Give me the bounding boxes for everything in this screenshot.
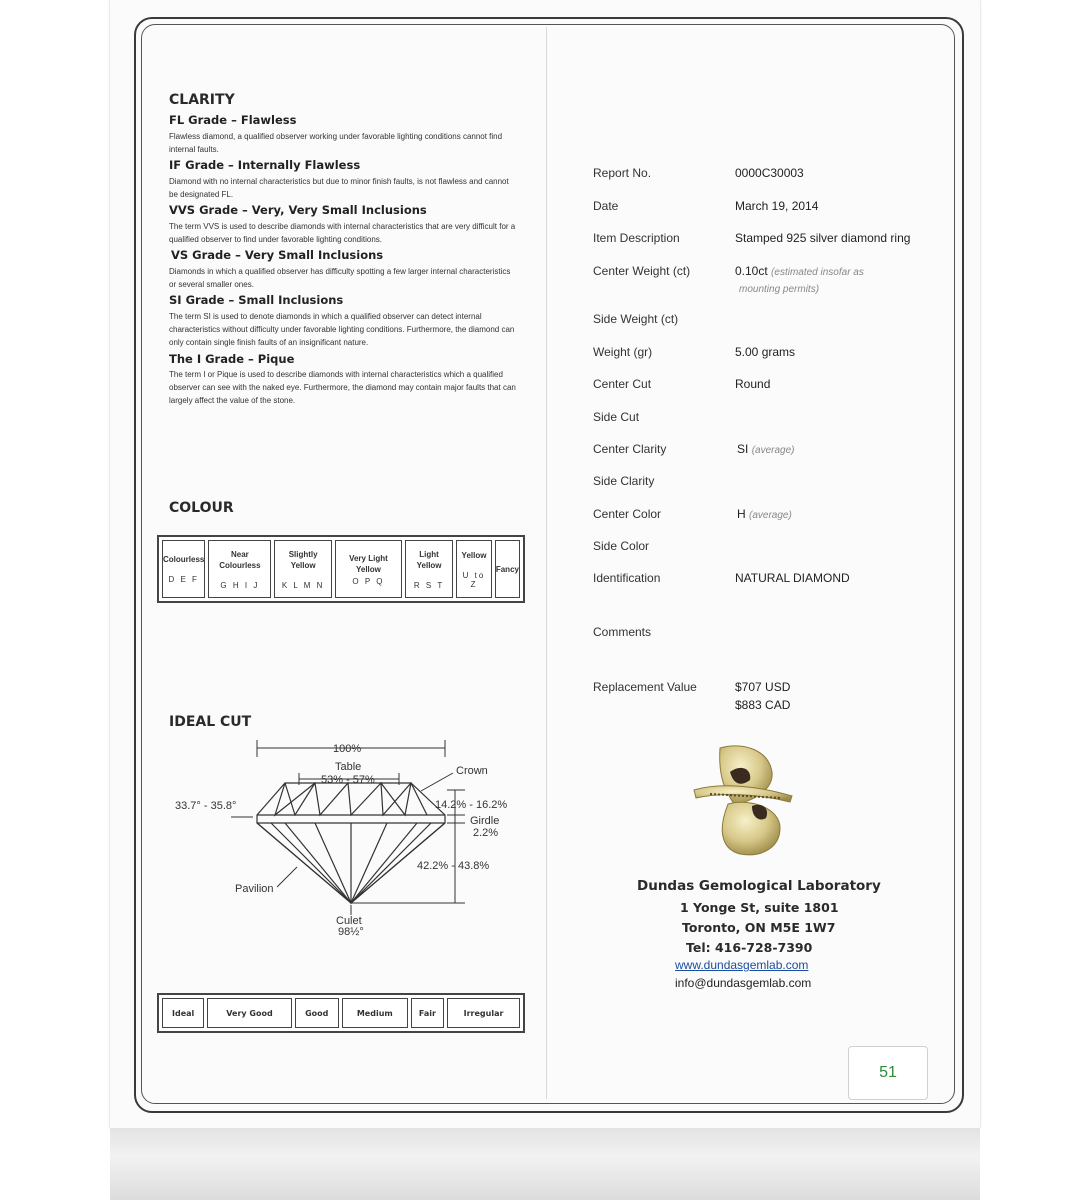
pavilion-depth-label: 42.2% - 43.8% xyxy=(417,860,490,872)
report-row-label: Center Color xyxy=(593,507,662,521)
report-row-label: Side Clarity xyxy=(593,474,655,488)
lab-phone: Tel: 416-728-7390 xyxy=(686,940,813,955)
girdle-label: Girdle xyxy=(470,815,500,827)
colour-cell: Near Colourless G H I J xyxy=(208,540,271,598)
table-range-label: 53% - 57% xyxy=(321,774,375,786)
plastic-sleeve-edge xyxy=(110,1128,980,1200)
clarity-grade-desc: Diamond with no internal characteristics but due to minor finish faults, is not flawless and cannot be designated FL. xyxy=(169,177,509,199)
culet-value: 98½° xyxy=(338,926,364,938)
clarity-grade-title: SI Grade – Small Inclusions xyxy=(169,293,344,307)
table-label: Table xyxy=(335,761,362,773)
report-row-value: Round xyxy=(735,377,771,391)
report-row-value: $707 USD xyxy=(735,680,791,694)
report-row-label: Weight (gr) xyxy=(593,345,653,359)
pavilion-label: Pavilion xyxy=(235,883,274,895)
report-row-value: 5.00 grams xyxy=(735,345,796,359)
lab-email: info@dundasgemlab.com xyxy=(675,976,812,990)
report-row-label: Comments xyxy=(593,625,652,639)
report-row-value: March 19, 2014 xyxy=(735,199,819,213)
clarity-grade-desc: The term I or Pique is used to describe diamonds with internal characteristics which a qualified observer can see with the naked eye. Furthermore, the diamond may contain major faults that can largely affect the value of the stone. xyxy=(169,370,516,405)
report-row-value: Stamped 925 silver diamond ring xyxy=(735,231,911,245)
report-row-label: Side Color xyxy=(593,539,650,553)
width-label: 100% xyxy=(333,743,362,755)
cut-grade-cell: Good xyxy=(295,998,339,1028)
clarity-grade-desc: Diamonds in which a qualified observer has difficulty spotting a few larger internal characteristics or several smaller ones. xyxy=(169,267,511,289)
cut-grade-cell: Irregular xyxy=(447,998,520,1028)
report-row-label: Side Weight (ct) xyxy=(593,312,679,326)
report-row-value: SI (average) xyxy=(737,442,795,456)
clarity-grade-desc: The term SI is used to denote diamonds in which a qualified observer can detect internal characteristics without difficulty under favorable lighting conditions. Furthermore, the diamond can only contain single finish faults of an insignificant nature. xyxy=(169,312,515,347)
page-fold xyxy=(546,27,547,1099)
clarity-grade-title: FL Grade – Flawless xyxy=(169,113,297,127)
clarity-heading: CLARITY xyxy=(169,92,235,108)
ideal-cut-heading: IDEAL CUT xyxy=(169,714,252,730)
clarity-grade-title: VS Grade – Very Small Inclusions xyxy=(171,248,384,262)
report-row-value: 0000C30003 xyxy=(735,166,804,180)
colour-cell: Slightly Yellow K L M N xyxy=(274,540,331,598)
clarity-grade-title: IF Grade – Internally Flawless xyxy=(169,158,361,172)
crown-label: Crown xyxy=(456,765,488,777)
girdle-value: 2.2% xyxy=(473,827,499,839)
cut-grade-cell: Ideal xyxy=(162,998,204,1028)
report-row-label: Report No. xyxy=(593,166,652,180)
page-number-badge: 51 xyxy=(848,1046,928,1100)
report-row-value: $883 CAD xyxy=(735,698,791,712)
ring-photo xyxy=(680,742,810,862)
report-row-note: mounting permits) xyxy=(739,284,820,295)
report-row-value: H (average) xyxy=(737,507,792,521)
lab-website-link[interactable]: www.dundasgemlab.com xyxy=(675,958,809,972)
diamond-proportions-diagram xyxy=(165,735,525,975)
cut-grade-cell: Medium xyxy=(342,998,408,1028)
cut-grade-cell: Fair xyxy=(411,998,444,1028)
culet-label: Culet xyxy=(336,915,362,927)
report-row-label: Center Weight (ct) xyxy=(593,264,691,278)
colour-cell: Yellow U to Z xyxy=(456,540,492,598)
report-row-label: Side Cut xyxy=(593,410,640,424)
report-row-label: Center Clarity xyxy=(593,442,667,456)
colour-cell: Colourless D E F xyxy=(162,540,205,598)
lab-address-line1: 1 Yonge St, suite 1801 xyxy=(680,900,839,915)
report-row-label: Identification xyxy=(593,571,661,585)
cut-grade-cell: Very Good xyxy=(207,998,291,1028)
report-row-label: Center Cut xyxy=(593,377,652,391)
lab-address-line2: Toronto, ON M5E 1W7 xyxy=(682,920,836,935)
diamond-outline xyxy=(257,783,445,903)
clarity-grade-title: The I Grade – Pique xyxy=(169,352,295,366)
report-row-value: NATURAL DIAMOND xyxy=(735,571,850,585)
colour-cell: Light Yellow R S T xyxy=(405,540,453,598)
clarity-grade-desc: Flawless diamond, a qualified observer working under favorable lighting conditions cannot find internal faults. xyxy=(169,132,503,154)
report-row-label: Date xyxy=(593,199,619,213)
cut-grade-table xyxy=(157,993,525,1033)
colour-scale-table xyxy=(157,535,525,603)
report-row-label: Replacement Value xyxy=(593,680,697,694)
clarity-grade-desc: The term VVS is used to describe diamonds with internal characteristics that are very difficult for a qualified observer to find under favorable lighting conditions. xyxy=(169,222,516,244)
colour-cell: Fancy xyxy=(495,540,520,598)
colour-cell: Very Light Yellow O P Q xyxy=(335,540,402,598)
crown-angle-label: 33.7° - 35.8° xyxy=(175,800,237,812)
crown-height-label: 14.2% - 16.2% xyxy=(435,799,508,811)
clarity-grade-title: VVS Grade – Very, Very Small Inclusions xyxy=(169,203,427,217)
report-row-label: Item Description xyxy=(593,231,680,245)
colour-heading: COLOUR xyxy=(169,500,234,516)
lab-name: Dundas Gemological Laboratory xyxy=(637,878,881,894)
report-row-value: 0.10ct (estimated insofar as xyxy=(735,264,864,278)
